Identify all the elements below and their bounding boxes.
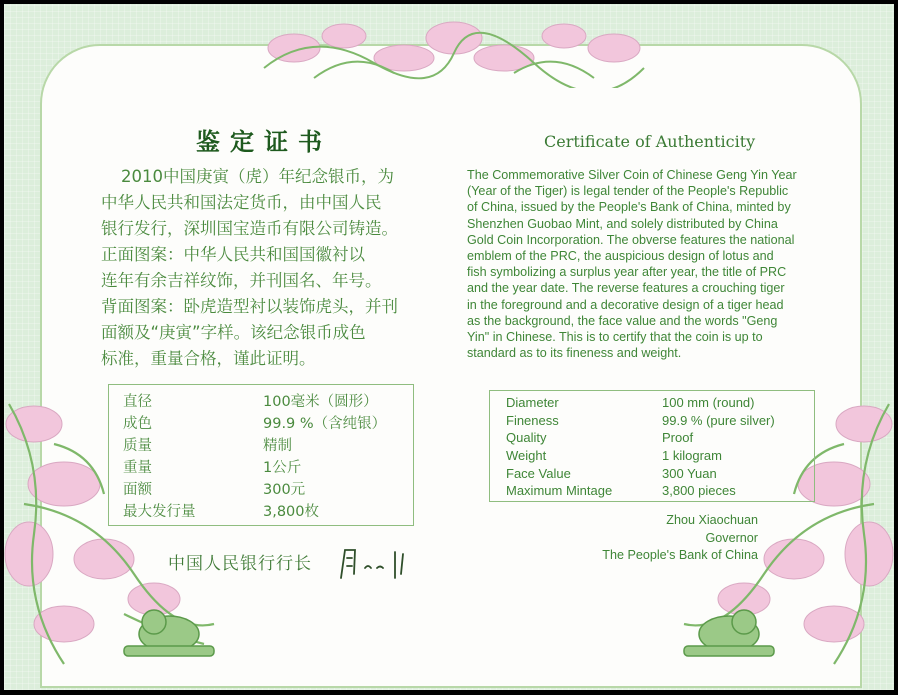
spec-row bbox=[123, 411, 413, 433]
spec-value: 精制 bbox=[263, 437, 292, 454]
signatory-name: Zhou Xiaochuan bbox=[666, 513, 758, 527]
english-line: fish symbolizing a surplus year after year, the title of PRC bbox=[467, 265, 787, 280]
english-spec-box bbox=[489, 390, 815, 502]
chinese-text bbox=[101, 164, 451, 372]
spec-row bbox=[506, 464, 812, 482]
tiger-figure-left bbox=[124, 610, 214, 656]
chinese-line: 2010中国庚寅（虎）年纪念银币，为 bbox=[121, 167, 394, 186]
tiger-figure-right bbox=[684, 610, 774, 656]
spec-row bbox=[506, 412, 812, 430]
spec-label: Quality bbox=[506, 430, 547, 446]
spec-row bbox=[506, 482, 812, 500]
signatory-organization: The People's Bank of China bbox=[602, 548, 758, 562]
spec-value: 99.9 %（含纯银） bbox=[263, 415, 387, 432]
certificate-sheet bbox=[4, 4, 894, 690]
spec-row bbox=[506, 394, 812, 412]
chinese-signature-title: 中国人民银行行长 bbox=[168, 554, 312, 574]
english-line: of China, issued by the People's Bank of China, minted by bbox=[467, 200, 791, 215]
chinese-line: 银行发行，深圳国宝造币有限公司铸造。 bbox=[101, 219, 398, 238]
chinese-spec-box bbox=[108, 384, 414, 526]
english-text bbox=[467, 167, 832, 361]
signatory-title: Governor bbox=[705, 530, 758, 545]
english-title: Certificate of Authenticity bbox=[544, 132, 756, 151]
english-line: standard as to its fineness and weight. bbox=[467, 346, 682, 361]
spec-row bbox=[123, 499, 413, 521]
chinese-title: 鉴定证书 bbox=[196, 127, 332, 156]
spec-label: 面额 bbox=[123, 481, 152, 498]
chinese-spec-table bbox=[123, 389, 413, 521]
spec-row bbox=[123, 455, 413, 477]
english-line: and the year date. The reverse features a crouching tiger bbox=[467, 281, 785, 296]
spec-row bbox=[506, 447, 812, 465]
spec-label: 质量 bbox=[123, 437, 152, 454]
spec-row bbox=[123, 477, 413, 499]
spec-label: Diameter bbox=[506, 395, 559, 411]
spec-label: Maximum Mintage bbox=[506, 483, 613, 499]
spec-value: 1 kilogram bbox=[662, 448, 722, 464]
chinese-line: 标准，重量合格，谨此证明。 bbox=[101, 349, 316, 368]
spec-label: Weight bbox=[506, 448, 547, 464]
spec-value: 3,800枚 bbox=[263, 503, 320, 520]
english-signature-block bbox=[602, 512, 758, 565]
spec-label: 重量 bbox=[123, 459, 152, 476]
chinese-line: 正面图案：中华人民共和国国徽衬以 bbox=[101, 245, 365, 264]
top-floral-ornament bbox=[254, 8, 654, 88]
english-spec-table bbox=[506, 394, 812, 500]
spec-label: 成色 bbox=[123, 415, 152, 432]
english-line: in the foreground and a decorative design of a tiger head bbox=[467, 297, 784, 312]
english-line: as the background, the face value and the words "Geng bbox=[467, 313, 778, 328]
spec-value: 300元 bbox=[263, 481, 306, 498]
spec-value: 1公斤 bbox=[263, 459, 302, 476]
spec-label: Fineness bbox=[506, 412, 559, 428]
chinese-line: 面额及“庚寅”字样。该纪念银币成色 bbox=[101, 323, 366, 342]
spec-value: 3,800 pieces bbox=[662, 483, 736, 499]
english-line: Shenzhen Guobao Mint, and solely distributed by China bbox=[467, 216, 778, 231]
spec-row bbox=[506, 429, 812, 447]
chinese-line: 背面图案：卧虎造型衬以装饰虎头，并刊 bbox=[101, 297, 398, 316]
spec-value: 300 Yuan bbox=[662, 465, 717, 481]
handwritten-signature bbox=[337, 544, 417, 584]
english-line: emblem of the PRC, the auspicious design of lotus and bbox=[467, 249, 774, 264]
english-line: Yin" in Chinese. This is to certify that the coin is up to bbox=[467, 330, 763, 345]
spec-label: 最大发行量 bbox=[123, 503, 196, 520]
spec-value: 99.9 % (pure silver) bbox=[662, 412, 775, 428]
spec-row bbox=[123, 433, 413, 455]
spec-label: Face Value bbox=[506, 465, 571, 481]
english-line: Gold Coin Incorporation. The obverse features the national bbox=[467, 232, 795, 247]
english-line: (Year of the Tiger) is legal tender of the People's Republic bbox=[467, 184, 789, 199]
english-line: The Commemorative Silver Coin of Chinese Geng Yin Year bbox=[467, 168, 797, 182]
spec-value: Proof bbox=[662, 430, 694, 446]
spec-value: 100 mm (round) bbox=[662, 395, 755, 411]
chinese-line: 中华人民共和国法定货币，由中国人民 bbox=[101, 193, 382, 212]
spec-value: 100毫米（圆形） bbox=[263, 393, 378, 410]
chinese-line: 连年有余吉祥纹饰，并刊国名、年号。 bbox=[101, 271, 382, 290]
spec-row bbox=[123, 389, 413, 411]
spec-label: 直径 bbox=[123, 393, 152, 410]
